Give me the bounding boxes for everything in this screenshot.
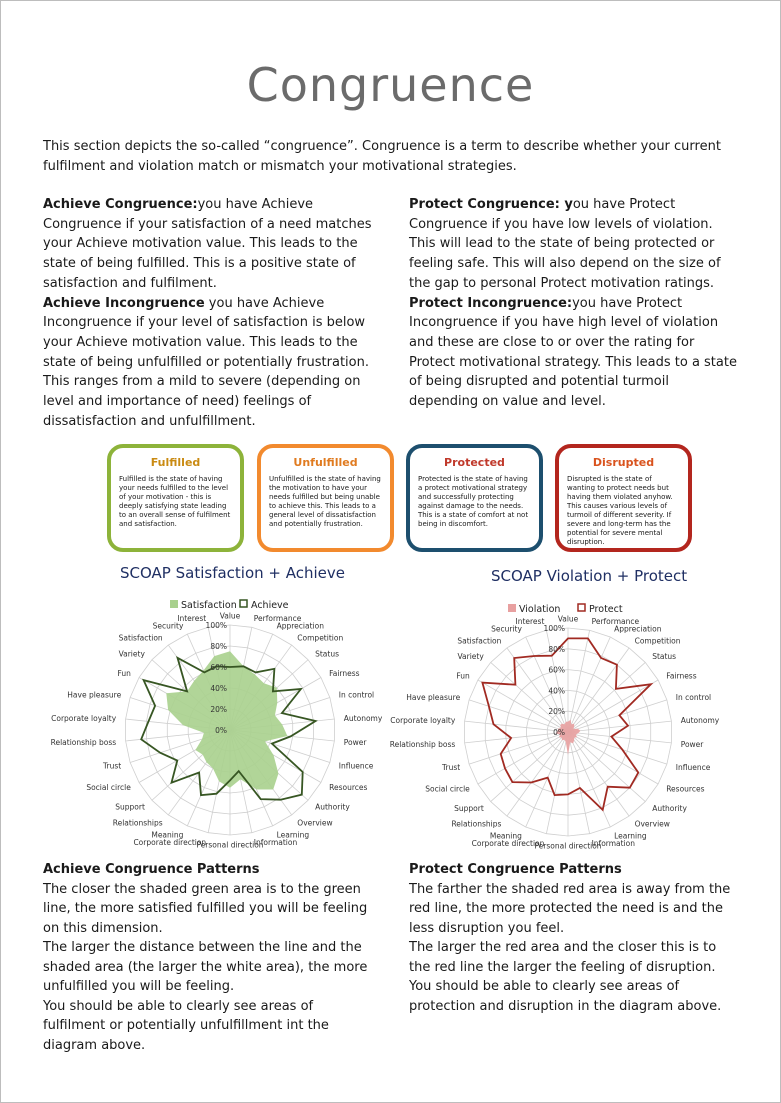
category-label: Autonomy: [680, 716, 720, 726]
achieve-patterns-p3: You should be able to clearly see areas of fulfilment or potentially unfulfillment int the diagram above.: [43, 998, 329, 1053]
legend-label: Protect: [589, 604, 623, 615]
achieve-patterns: [43, 860, 373, 1055]
category-label: Relationship boss: [390, 739, 456, 749]
category-label: Have pleasure: [406, 693, 461, 702]
category-label: Meaning: [151, 830, 184, 840]
achieve-congruence-text: you have Achieve Congruence if your satisfaction of a need matches your Achieve motivation value. This leads to the state of being fulfilled. This is a positive state of satisfaction and fulfilment.: [43, 197, 372, 291]
tick-label: 80%: [210, 642, 227, 651]
tick-label: 60%: [210, 663, 227, 672]
tick-label: 80%: [548, 644, 565, 654]
protect-patterns-heading: Protect Congruence Patterns: [409, 862, 622, 877]
protect-patterns-p1: The farther the shaded red area is away from the red line, the more protected the need is and the less disruption you feel.: [409, 881, 731, 936]
protect-congruence-paragraph: [409, 195, 739, 294]
category-label: Influence: [338, 761, 374, 771]
category-label: Interest: [515, 617, 545, 627]
category-label: Security: [152, 621, 184, 631]
category-label: Have pleasure: [67, 690, 122, 700]
category-label: Performance: [253, 614, 302, 624]
category-label: Variety: [457, 652, 484, 662]
achieve-congruence-label: Achieve Congruence:: [43, 197, 198, 212]
protect-incongruence-paragraph: [409, 294, 739, 412]
protected-box: [406, 444, 543, 552]
legend-label: Violation: [519, 604, 561, 615]
category-label: Overview: [634, 819, 670, 829]
tick-label: 20%: [548, 707, 565, 717]
category-label: Relationship boss: [50, 738, 117, 747]
fulfilled-box-title: Fulfilled: [150, 456, 201, 469]
legend-entry: [578, 604, 623, 615]
category-label: Status: [652, 652, 677, 662]
legend-entry: [170, 600, 237, 611]
category-label: Fairness: [666, 671, 697, 681]
legend-swatch: [578, 604, 585, 611]
category-label: Social circle: [425, 784, 470, 794]
category-label: Competition: [297, 633, 344, 643]
category-label: Variety: [118, 649, 145, 659]
unfulfilled-box-title: Unfulfilled: [293, 456, 358, 469]
series-satisfaction-area: [166, 651, 287, 789]
category-label: Learning: [614, 831, 647, 841]
grid-spoke: [568, 662, 645, 732]
tick-label: 40%: [210, 684, 227, 693]
tick-label: 20%: [210, 705, 227, 714]
category-label: Fun: [456, 671, 470, 681]
protect-incongruence-text: you have Protect Incongruence if you have high level of violation and these are close to or over the rating for Protect motivational strategy. This leads to a state of being disrupted and potential turmoil depending on value and level.: [409, 295, 737, 410]
category-label: Security: [491, 624, 522, 634]
protect-congruence-text: ou have Protect Congruence if you have low levels of violation. This will lead to the state of being protected or feeling safe. This will also depend on the size of the gap to personal Protect motivation ratings.: [409, 197, 721, 291]
category-label: Influence: [675, 763, 711, 772]
category-label: Autonomy: [343, 714, 383, 723]
legend-swatch: [508, 604, 516, 612]
category-label: Appreciation: [276, 621, 324, 631]
achieve-definitions: [43, 195, 373, 431]
category-label: Fairness: [329, 668, 360, 678]
grid-spoke: [568, 637, 610, 732]
category-label: Personal direction: [534, 841, 602, 851]
category-label: Support: [115, 802, 145, 812]
achieve-radar-chart: [40, 590, 410, 855]
tick-label: 60%: [548, 665, 565, 675]
tick-label: 0%: [553, 728, 565, 737]
fulfilled-box: [107, 444, 244, 552]
category-label: Relationships: [112, 818, 163, 828]
legend-label: Satisfaction: [181, 600, 237, 611]
category-label: Satisfaction: [118, 633, 163, 643]
fulfilled-box-text: Fulfilled is the state of having your needs fulfilled to the level of your motivation - this is deeply satisfying state leading to an overall sense of fulfilment and satisfaction.: [119, 475, 231, 528]
protect-incongruence-label: Protect Incongruence:: [409, 295, 573, 311]
tick-label: 40%: [548, 686, 565, 696]
category-label: Corporate loyalty: [390, 716, 456, 726]
protect-radar-chart: [390, 594, 760, 852]
intro-paragraph: This section depicts the so-called “congruence”. Congruence is a term to describe whether your current fulfilment and violation match or mismatch your motivational strategies.: [43, 139, 721, 174]
category-label: Information: [253, 837, 298, 847]
achieve-incongruence-label: Achieve Incongruence: [43, 295, 205, 311]
protect-patterns: [409, 860, 739, 1016]
protect-definitions: [409, 195, 739, 412]
category-label: Fun: [117, 668, 131, 678]
category-label: Appreciation: [614, 624, 662, 634]
category-label: Information: [591, 838, 636, 848]
unfulfilled-box-text: Unfulfilled is the state of having the motivation to have your needs fulfilled but being unable to achieve this. This leads to a general level of dissatisfaction and potentially frustration.: [269, 475, 381, 528]
category-label: Satisfaction: [457, 636, 502, 646]
category-label: Personal direction: [196, 840, 264, 850]
legend-swatch: [240, 600, 247, 607]
legend-entry: [240, 600, 289, 611]
category-label: Value: [557, 614, 579, 624]
achieve-chart-title: SCOAP Satisfaction + Achieve: [120, 564, 345, 582]
legend-swatch: [170, 600, 178, 608]
category-label: Resources: [329, 783, 368, 793]
category-label: Overview: [297, 818, 333, 828]
category-label: In control: [675, 693, 712, 702]
category-label: Authority: [652, 803, 687, 813]
category-label: In control: [338, 690, 375, 700]
page-title: Congruence: [246, 58, 535, 112]
category-label: Performance: [591, 617, 640, 627]
tick-label: 100%: [205, 621, 227, 630]
achieve-congruence-paragraph: [43, 195, 373, 294]
disrupted-box: [555, 444, 692, 552]
protected-box-text: Protected is the state of having a protect motivational strategy and successfully protecting against damage to the needs. This is a state of comfort at not being in discomfort.: [418, 475, 529, 528]
achieve-incongruence-text: you have Achieve Incongruence if your level of satisfaction is below your Achieve motivation value. This leads to the state of being unfulfilled or potentially frustration. This ranges from a mild to severe (depending on level and importance of need) feelings of dissatisfaction and unfulfillment.: [43, 295, 369, 429]
category-label: Trust: [103, 761, 122, 771]
protect-patterns-p2: The larger the red area and the closer this is to the red line the larger the feeling of disruption.: [409, 940, 717, 975]
category-label: Support: [454, 803, 484, 813]
achieve-incongruence-paragraph: [43, 294, 373, 432]
category-label: Value: [219, 611, 241, 621]
tick-label: 0%: [215, 726, 227, 735]
category-label: Corporate direction: [471, 838, 545, 848]
unfulfilled-box: [257, 444, 394, 552]
protect-congruence-label: Protect Congruence: y: [409, 197, 573, 212]
category-label: Social circle: [86, 783, 131, 793]
protect-patterns-p3: You should be able to clearly see areas of protection and disruption in the diagram above.: [409, 979, 722, 1014]
category-label: Meaning: [489, 831, 522, 841]
category-label: Power: [343, 738, 367, 747]
legend-label: Achieve: [251, 600, 289, 611]
category-label: Authority: [315, 802, 350, 812]
disrupted-box-text: Disrupted is the state of wanting to protect needs but having them violated anyhow. This causes various levels of turmoil of different severity. If severe and long-term has the potential for severe mental disruption.: [567, 475, 673, 546]
category-label: Learning: [276, 830, 310, 840]
category-label: Relationships: [451, 819, 502, 829]
category-label: Trust: [442, 763, 461, 772]
category-label: Corporate direction: [133, 837, 207, 847]
category-label: Corporate loyalty: [51, 714, 117, 723]
grid-spoke: [568, 732, 610, 827]
achieve-patterns-p2: The larger the distance between the line and the shaded area (the larger the white area), the more unfulfilled you will be feeling.: [43, 940, 368, 994]
category-label: Power: [680, 739, 704, 749]
achieve-patterns-p1: The closer the shaded green area is to the green line, the more satisfied fulfilled you will be feeling on this dimension.: [43, 881, 368, 936]
tick-label: 100%: [543, 624, 565, 633]
grid-spoke: [526, 732, 568, 827]
category-label: Competition: [634, 636, 681, 646]
legend-entry: [508, 604, 560, 615]
disrupted-box-title: Disrupted: [592, 456, 655, 469]
grid-spoke: [491, 732, 568, 802]
category-label: Status: [315, 649, 340, 659]
protected-box-title: Protected: [444, 456, 505, 469]
achieve-patterns-heading: Achieve Congruence Patterns: [43, 862, 260, 877]
category-label: Resources: [666, 784, 705, 794]
protect-chart-title: SCOAP Violation + Protect: [491, 567, 688, 585]
category-label: Interest: [177, 614, 207, 624]
